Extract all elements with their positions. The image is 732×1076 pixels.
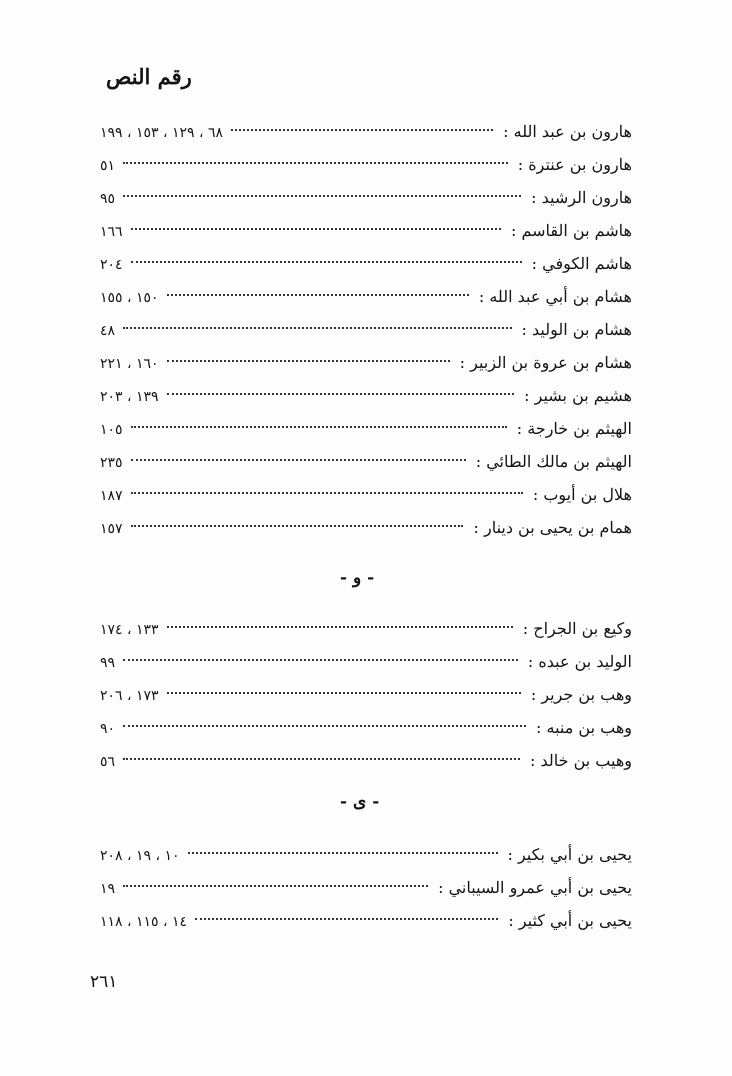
entry-name: يحيى بن أبي عمرو السيباني :: [438, 878, 632, 897]
index-section-waw: [100, 612, 632, 777]
entry-pages: ٥٦: [100, 754, 116, 770]
index-entry: [100, 214, 632, 247]
leader-dots: [167, 294, 469, 296]
entry-pages: ١٣٩ ، ٢٠٣: [100, 389, 159, 405]
index-entry: [100, 478, 632, 511]
entry-name: وهب بن منبه :: [536, 718, 632, 737]
leader-dots: [131, 426, 507, 428]
entry-pages: ٦٨ ، ١٢٩ ، ١٥٣ ، ١٩٩: [100, 125, 223, 141]
index-section-ya: [100, 838, 632, 937]
entry-pages: ١٩: [100, 881, 116, 897]
entry-pages: ٩٥: [100, 191, 116, 207]
index-entry: [100, 445, 632, 478]
leader-dots: [123, 725, 526, 727]
entry-name: وكيع بن الجراح :: [522, 619, 632, 638]
index-entry: [100, 904, 632, 937]
entry-name: الهيثم بن مالك الطائي :: [475, 452, 632, 471]
entry-name: يحيى بن أبي بكير :: [507, 845, 632, 864]
leader-dots: [195, 918, 498, 920]
entry-pages: ٥١: [100, 158, 116, 174]
index-entry: [100, 181, 632, 214]
index-entry: [100, 678, 632, 711]
index-entry: [100, 412, 632, 445]
leader-dots: [123, 327, 511, 329]
page-number: ٢٦١: [90, 972, 118, 992]
entry-pages: ١٦٦: [100, 224, 123, 240]
leader-dots: [167, 626, 513, 628]
index-entry: [100, 313, 632, 346]
index-entry: [100, 379, 632, 412]
entry-name: الهيثم بن خارجة :: [516, 419, 632, 438]
entry-name: هشام بن عروة بن الزبير :: [459, 353, 632, 372]
entry-name: هشام بن الوليد :: [521, 320, 632, 339]
entry-name: همام بن يحيى بن دينار :: [473, 518, 632, 537]
entry-name: هارون بن عبد الله :: [503, 122, 632, 141]
leader-dots: [231, 129, 493, 131]
entry-pages: ٤٨: [100, 323, 116, 339]
entry-name: هشيم بن بشير :: [524, 386, 632, 405]
index-entry: [100, 838, 632, 871]
entry-pages: ١٥٧: [100, 521, 123, 537]
leader-dots: [131, 525, 464, 527]
index-entry: [100, 346, 632, 379]
entry-pages: ١٧٣ ، ٢٠٦: [100, 688, 159, 704]
entry-pages: ١٠٥: [100, 422, 123, 438]
leader-dots: [131, 459, 466, 461]
entry-pages: ١٨٧: [100, 488, 123, 504]
entry-name: وهب بن جرير :: [530, 685, 632, 704]
index-entry: [100, 612, 632, 645]
entry-name: يحيى بن أبي كثير :: [508, 911, 632, 930]
entry-name: الوليد بن عبده :: [527, 652, 632, 671]
entry-name: وهيب بن خالد :: [529, 751, 632, 770]
leader-dots: [167, 360, 450, 362]
letter-heading-waw: - و -: [340, 568, 375, 588]
entry-name: هارون الرشيد :: [531, 188, 632, 207]
index-entry: [100, 645, 632, 678]
entry-pages: ١٤ ، ١١٥ ، ١١٨: [100, 914, 188, 930]
entry-pages: ١٥٠ ، ١٥٥: [100, 290, 159, 306]
leader-dots: [131, 261, 522, 263]
entry-name: هاشم الكوفي :: [531, 254, 632, 273]
leader-dots: [131, 228, 501, 230]
entry-pages: ١٣٣ ، ١٧٤: [100, 622, 159, 638]
index-entry: [100, 148, 632, 181]
letter-heading-ya: - ى -: [340, 792, 380, 812]
entry-name: هارون بن عنترة :: [517, 155, 632, 174]
entry-pages: ٩٠: [100, 721, 116, 737]
leader-dots: [167, 393, 515, 395]
entry-name: هشام بن أبي عبد الله :: [478, 287, 632, 306]
leader-dots: [123, 885, 428, 887]
entry-pages: ٢٠٤: [100, 257, 123, 273]
entry-pages: ٩٩: [100, 655, 116, 671]
index-section-ha: [100, 115, 632, 544]
index-entry: [100, 511, 632, 544]
entry-pages: ١٠ ، ١٩ ، ٢٠٨: [100, 848, 180, 864]
entry-name: هاشم بن القاسم :: [511, 221, 632, 240]
leader-dots: [188, 852, 498, 854]
entry-pages: ٢٣٥: [100, 455, 123, 471]
leader-dots: [123, 162, 508, 164]
index-entry: [100, 871, 632, 904]
entry-pages: ١٦٠ ، ٢٢١: [100, 356, 159, 372]
leader-dots: [123, 195, 521, 197]
leader-dots: [167, 692, 521, 694]
leader-dots: [131, 492, 523, 494]
index-entry: [100, 115, 632, 148]
index-entry: [100, 711, 632, 744]
leader-dots: [123, 659, 518, 661]
index-entry: [100, 247, 632, 280]
index-entry: [100, 280, 632, 313]
page-header: رقم النص: [106, 64, 192, 89]
leader-dots: [123, 758, 520, 760]
entry-name: هلال بن أيوب :: [532, 485, 632, 504]
index-entry: [100, 744, 632, 777]
